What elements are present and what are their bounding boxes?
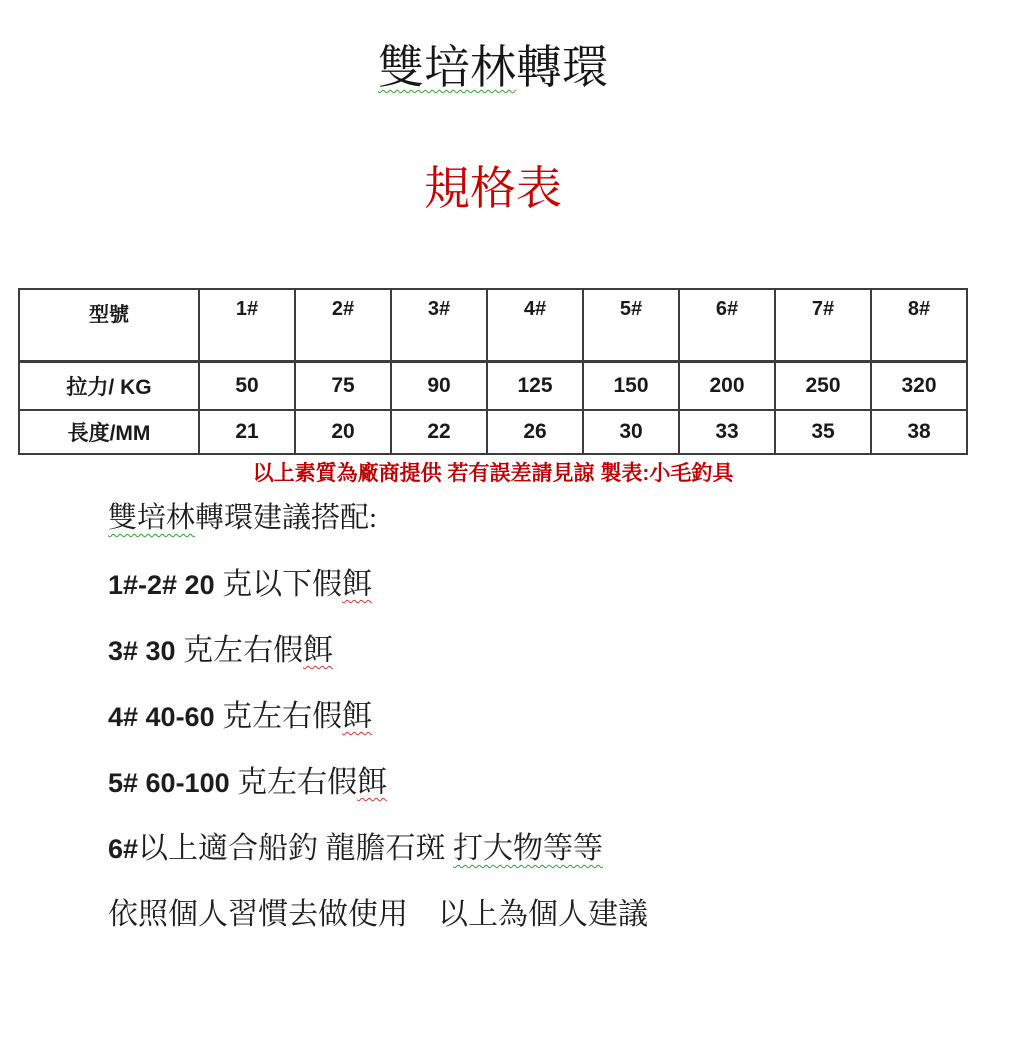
suggestion-4-size: 5# 60-100 bbox=[108, 768, 230, 798]
suggestion-line-3 bbox=[108, 700, 968, 733]
pull-value-3: 90 bbox=[391, 362, 487, 411]
disclaimer-note: 以上素質為廠商提供 若有誤差請見諒 製表:小毛釣具 bbox=[252, 462, 734, 485]
length-value-6: 33 bbox=[679, 410, 775, 454]
page-title-misspell-segment: 雙培林 bbox=[378, 42, 516, 93]
length-value-5: 30 bbox=[583, 410, 679, 454]
spec-table bbox=[18, 288, 968, 455]
pull-value-5: 150 bbox=[583, 362, 679, 411]
suggestion-2-text: 克左右假 bbox=[175, 634, 304, 667]
pull-value-6: 200 bbox=[679, 362, 775, 411]
suggestion-2-misspell-segment: 餌 bbox=[303, 634, 334, 667]
suggestion-line-1 bbox=[108, 568, 968, 601]
length-row-label: 長度/MM bbox=[19, 410, 199, 454]
suggestion-line-6 bbox=[108, 898, 968, 931]
suggestion-5-size: 6# bbox=[108, 834, 139, 864]
length-value-3: 22 bbox=[391, 410, 487, 454]
pull-value-2: 75 bbox=[295, 362, 391, 411]
model-header-label: 型號 bbox=[19, 289, 199, 362]
pull-value-1: 50 bbox=[199, 362, 295, 411]
suggestion-5-text: 以上適合船釣 龍膽石斑 bbox=[138, 832, 454, 865]
page-title-rest: 轉環 bbox=[516, 42, 608, 93]
pull-strength-row bbox=[19, 362, 967, 411]
suggestion-4-misspell-segment: 餌 bbox=[357, 766, 388, 799]
pull-value-4: 125 bbox=[487, 362, 583, 411]
length-value-1: 21 bbox=[199, 410, 295, 454]
length-row bbox=[19, 410, 967, 454]
length-value-2: 20 bbox=[295, 410, 391, 454]
pull-value-8: 320 bbox=[871, 362, 967, 411]
suggestion-4-text: 克左右假 bbox=[229, 766, 358, 799]
suggestions-heading-rest: 轉環建議搭配: bbox=[195, 502, 378, 534]
suggestion-3-text: 克左右假 bbox=[214, 700, 343, 733]
spec-sheet-page bbox=[18, 40, 968, 931]
model-cell-2: 2# bbox=[295, 289, 391, 362]
suggestions-heading-misspell-segment: 雙培林 bbox=[108, 502, 196, 534]
pull-row-label: 拉力/ KG bbox=[19, 362, 199, 411]
suggestion-2-size: 3# 30 bbox=[108, 636, 176, 666]
model-cell-6: 6# bbox=[679, 289, 775, 362]
suggestion-1-size: 1#-2# 20 bbox=[108, 570, 215, 600]
suggestion-5-misspell-segment: 打大物等等 bbox=[453, 832, 604, 865]
suggestion-line-2 bbox=[108, 634, 968, 667]
suggestion-line-4 bbox=[108, 766, 968, 799]
page-subtitle: 規格表 bbox=[424, 163, 562, 214]
table-header-row bbox=[19, 289, 967, 362]
suggestion-3-size: 4# 40-60 bbox=[108, 702, 215, 732]
model-cell-3: 3# bbox=[391, 289, 487, 362]
model-cell-1: 1# bbox=[199, 289, 295, 362]
page-title bbox=[18, 40, 968, 96]
suggestion-3-misspell-segment: 餌 bbox=[342, 700, 373, 733]
length-value-8: 38 bbox=[871, 410, 967, 454]
suggestion-1-misspell-segment: 餌 bbox=[342, 568, 373, 601]
suggestions-section bbox=[18, 502, 968, 931]
suggestion-1-text: 克以下假 bbox=[214, 568, 343, 601]
length-value-4: 26 bbox=[487, 410, 583, 454]
model-cell-4: 4# bbox=[487, 289, 583, 362]
model-cell-8: 8# bbox=[871, 289, 967, 362]
model-cell-7: 7# bbox=[775, 289, 871, 362]
model-cell-5: 5# bbox=[583, 289, 679, 362]
pull-value-7: 250 bbox=[775, 362, 871, 411]
suggestions-heading bbox=[108, 502, 968, 535]
suggestion-line-5 bbox=[108, 832, 968, 865]
length-value-7: 35 bbox=[775, 410, 871, 454]
suggestion-6-text: 依照個人習慣去做使用 以上為個人建議 bbox=[108, 898, 648, 931]
